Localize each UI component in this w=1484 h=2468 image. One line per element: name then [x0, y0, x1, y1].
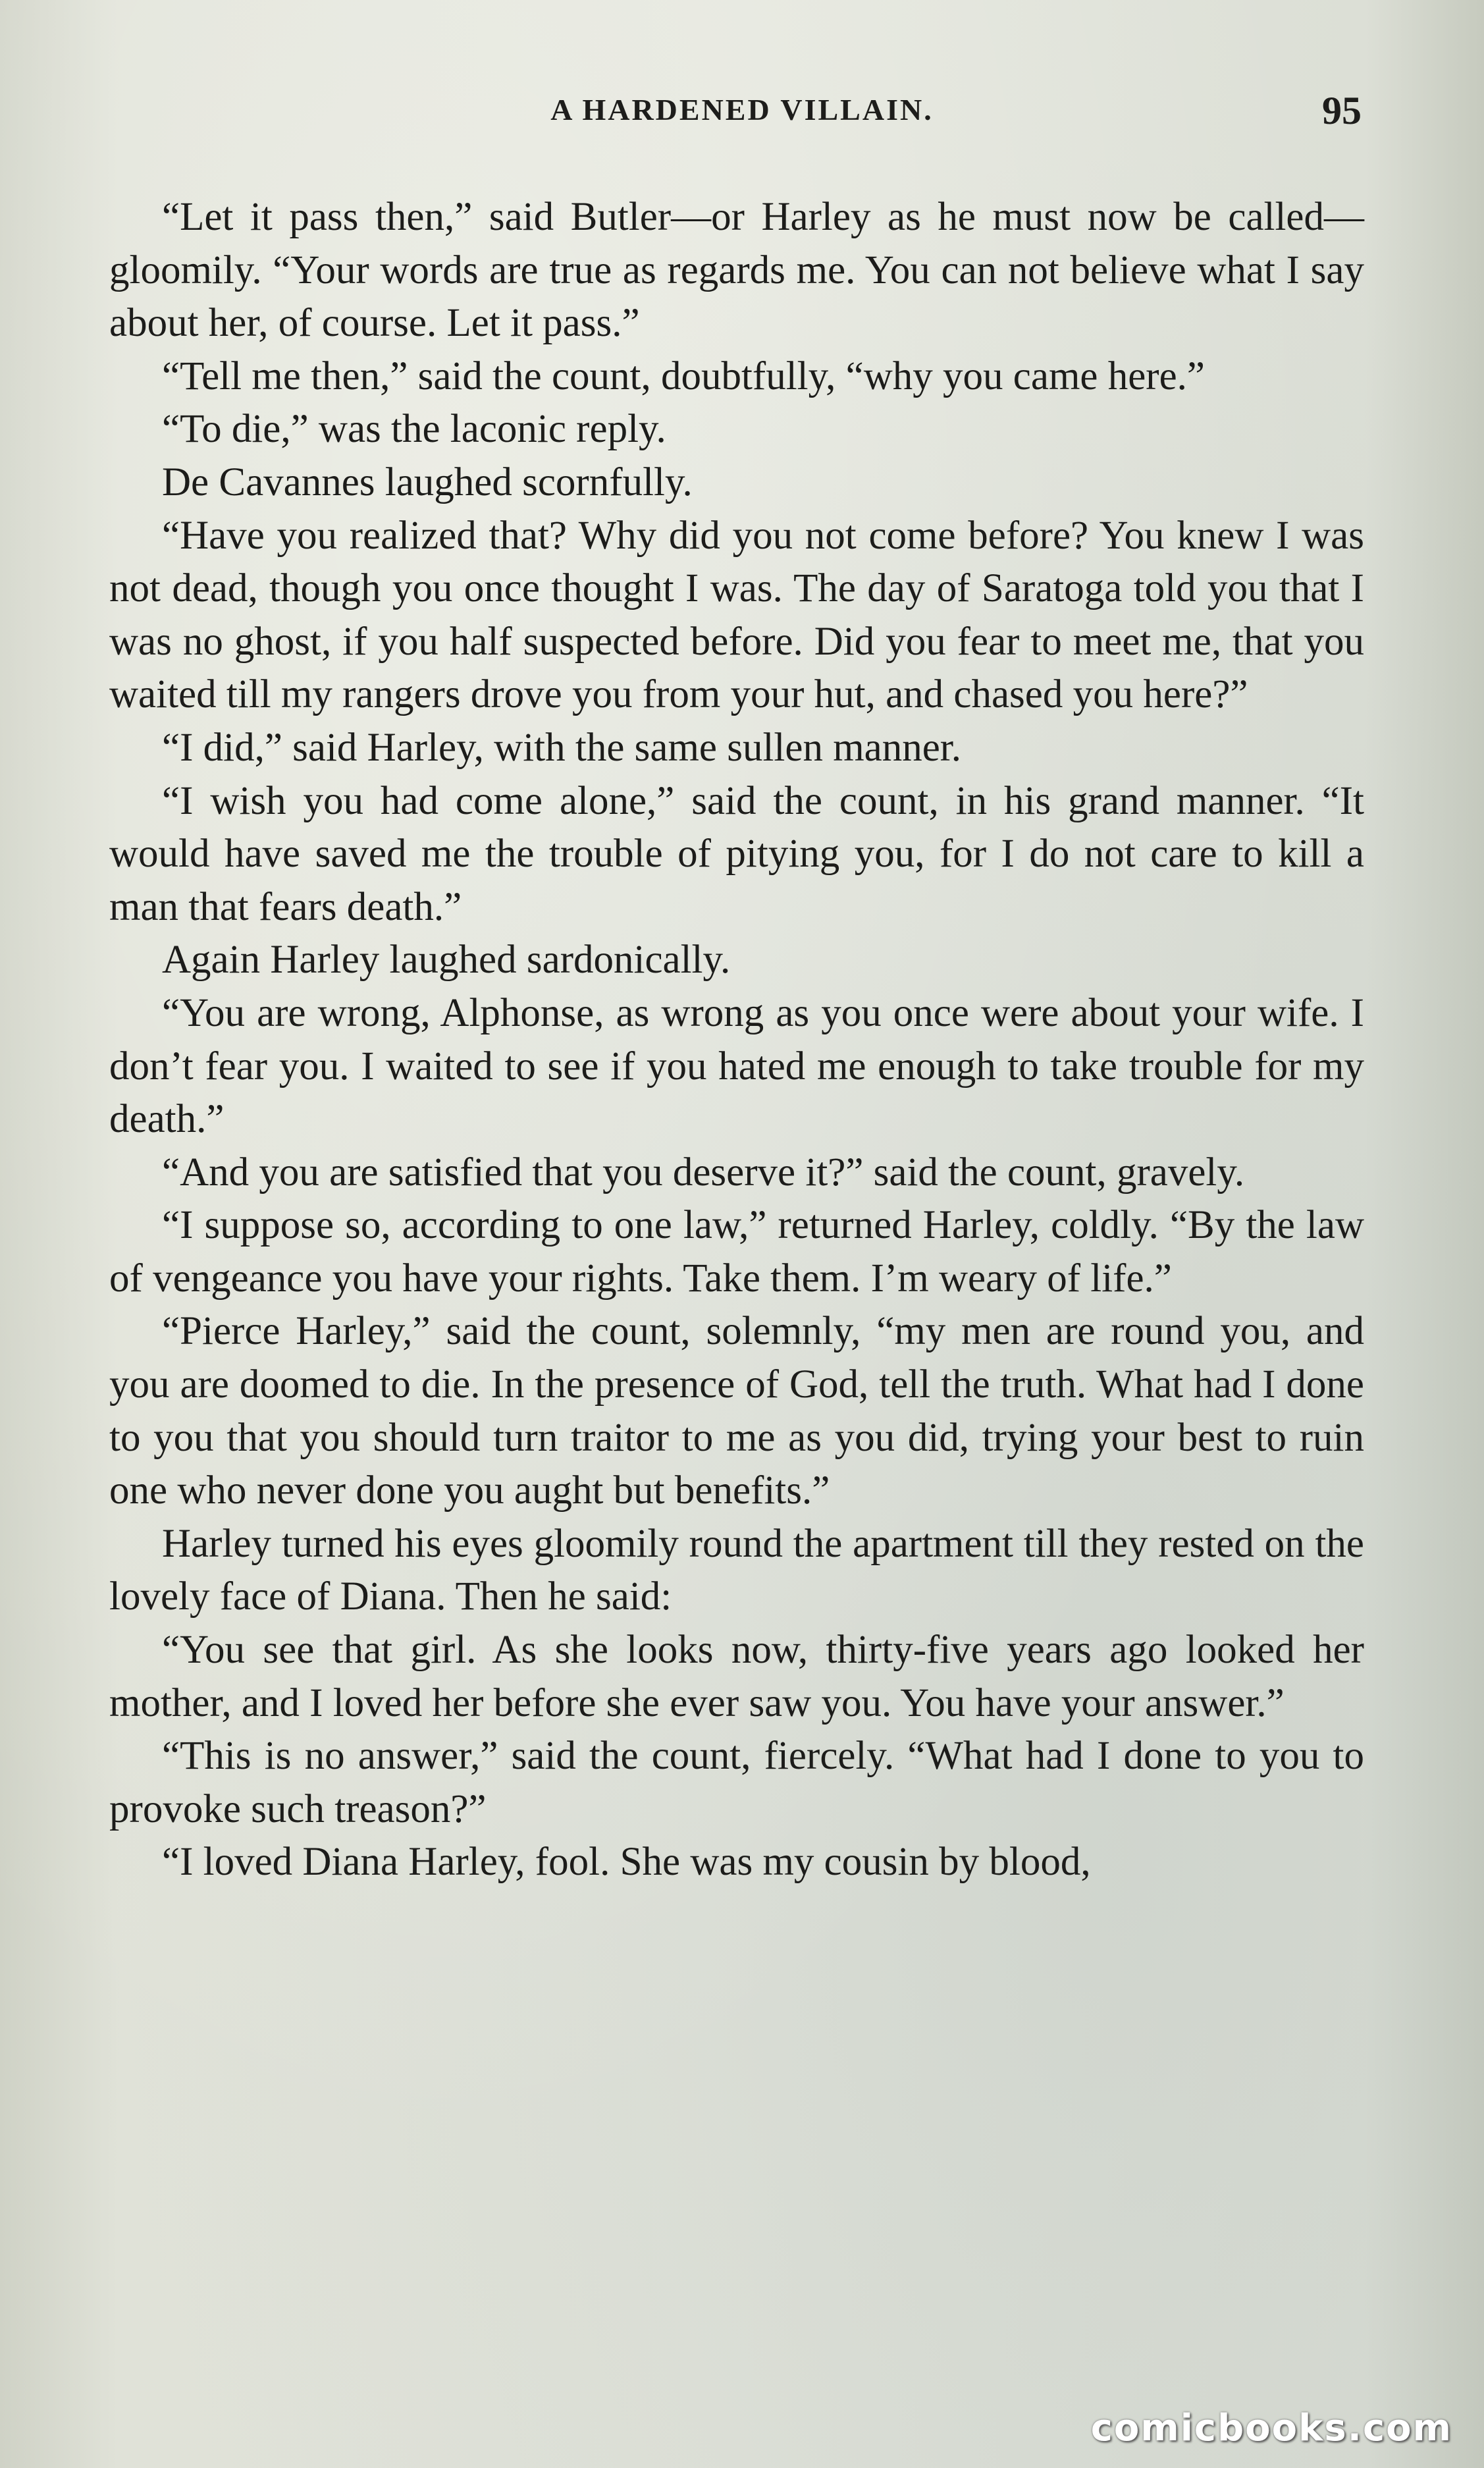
paragraph: “Tell me then,” said the count, doubtfully, “why you came here.” — [162, 354, 1206, 398]
paragraph-last-line: “I loved Diana Harley, fool. She was my cousin by blood, — [162, 1840, 1091, 1885]
paragraph: “I did,” said Harley, with the same sullen manner. — [162, 725, 961, 770]
running-title: A HARDENED VILLAIN. — [550, 93, 934, 126]
paragraph: “Pierce Harley,” said the count, solemnly, “my men are round you, and you are doomed to die. In the presence of God, tell the truth. What had I done to you that you should turn traitor to me as you did, trying your best to ruin one who never done you aught but benefits.” — [109, 1309, 1364, 1513]
running-head — [0, 89, 1484, 145]
paragraph: “I wish you had come alone,” said the count, in his grand manner. “It would have saved me the trouble of pitying you, for I do not care to kill a man that fears death.” — [109, 778, 1364, 929]
paragraph: “This is no answer,” said the count, fiercely. “What had I done to you to provoke such treason?” — [109, 1734, 1364, 1831]
page-number: 95 — [1322, 89, 1362, 132]
paragraph: “To die,” was the laconic reply. — [162, 407, 666, 452]
paragraph: “Let it pass then,” said Butler—or Harley as he must now be called—gloomily. “Your words are true as regards me. You can not believe what I say about her, of course. Let it pass.” — [109, 195, 1364, 346]
paragraph: “Have you realized that? Why did you not come before? You knew I was not dead, though you once thought I was. The day of Saratoga told you that I was no ghost, if you half suspected before. Did you fear to meet me, that you waited till my rangers drove you from your hut, and chased you here?” — [109, 513, 1364, 717]
paragraph: “And you are satisfied that you deserve it?” said the count, gravely. — [162, 1150, 1245, 1194]
paragraph: “I suppose so, according to one law,” returned Harley, coldly. “By the law of vengeance you have your rights. Take them. I’m weary of life.” — [109, 1203, 1364, 1301]
watermark-text: comicbooks.com — [1090, 2407, 1452, 2450]
paragraph: “You see that girl. As she looks now, thirty-five years ago looked her mother, and I loved her before she ever saw you. You have your answer.” — [109, 1628, 1364, 1725]
paragraph: “You are wrong, Alphonse, as wrong as you once were about your wife. I don’t fear you. I waited to see if you hated me enough to take trouble for my death.” — [109, 990, 1364, 1142]
body-text — [109, 191, 1364, 1889]
paragraph: De Cavannes laughed scornfully. — [162, 460, 693, 504]
paragraph: Again Harley laughed sardonically. — [162, 938, 731, 982]
paragraph: Harley turned his eyes gloomily round the apartment till they rested on the lovely face of Diana. Then he said: — [109, 1521, 1364, 1619]
